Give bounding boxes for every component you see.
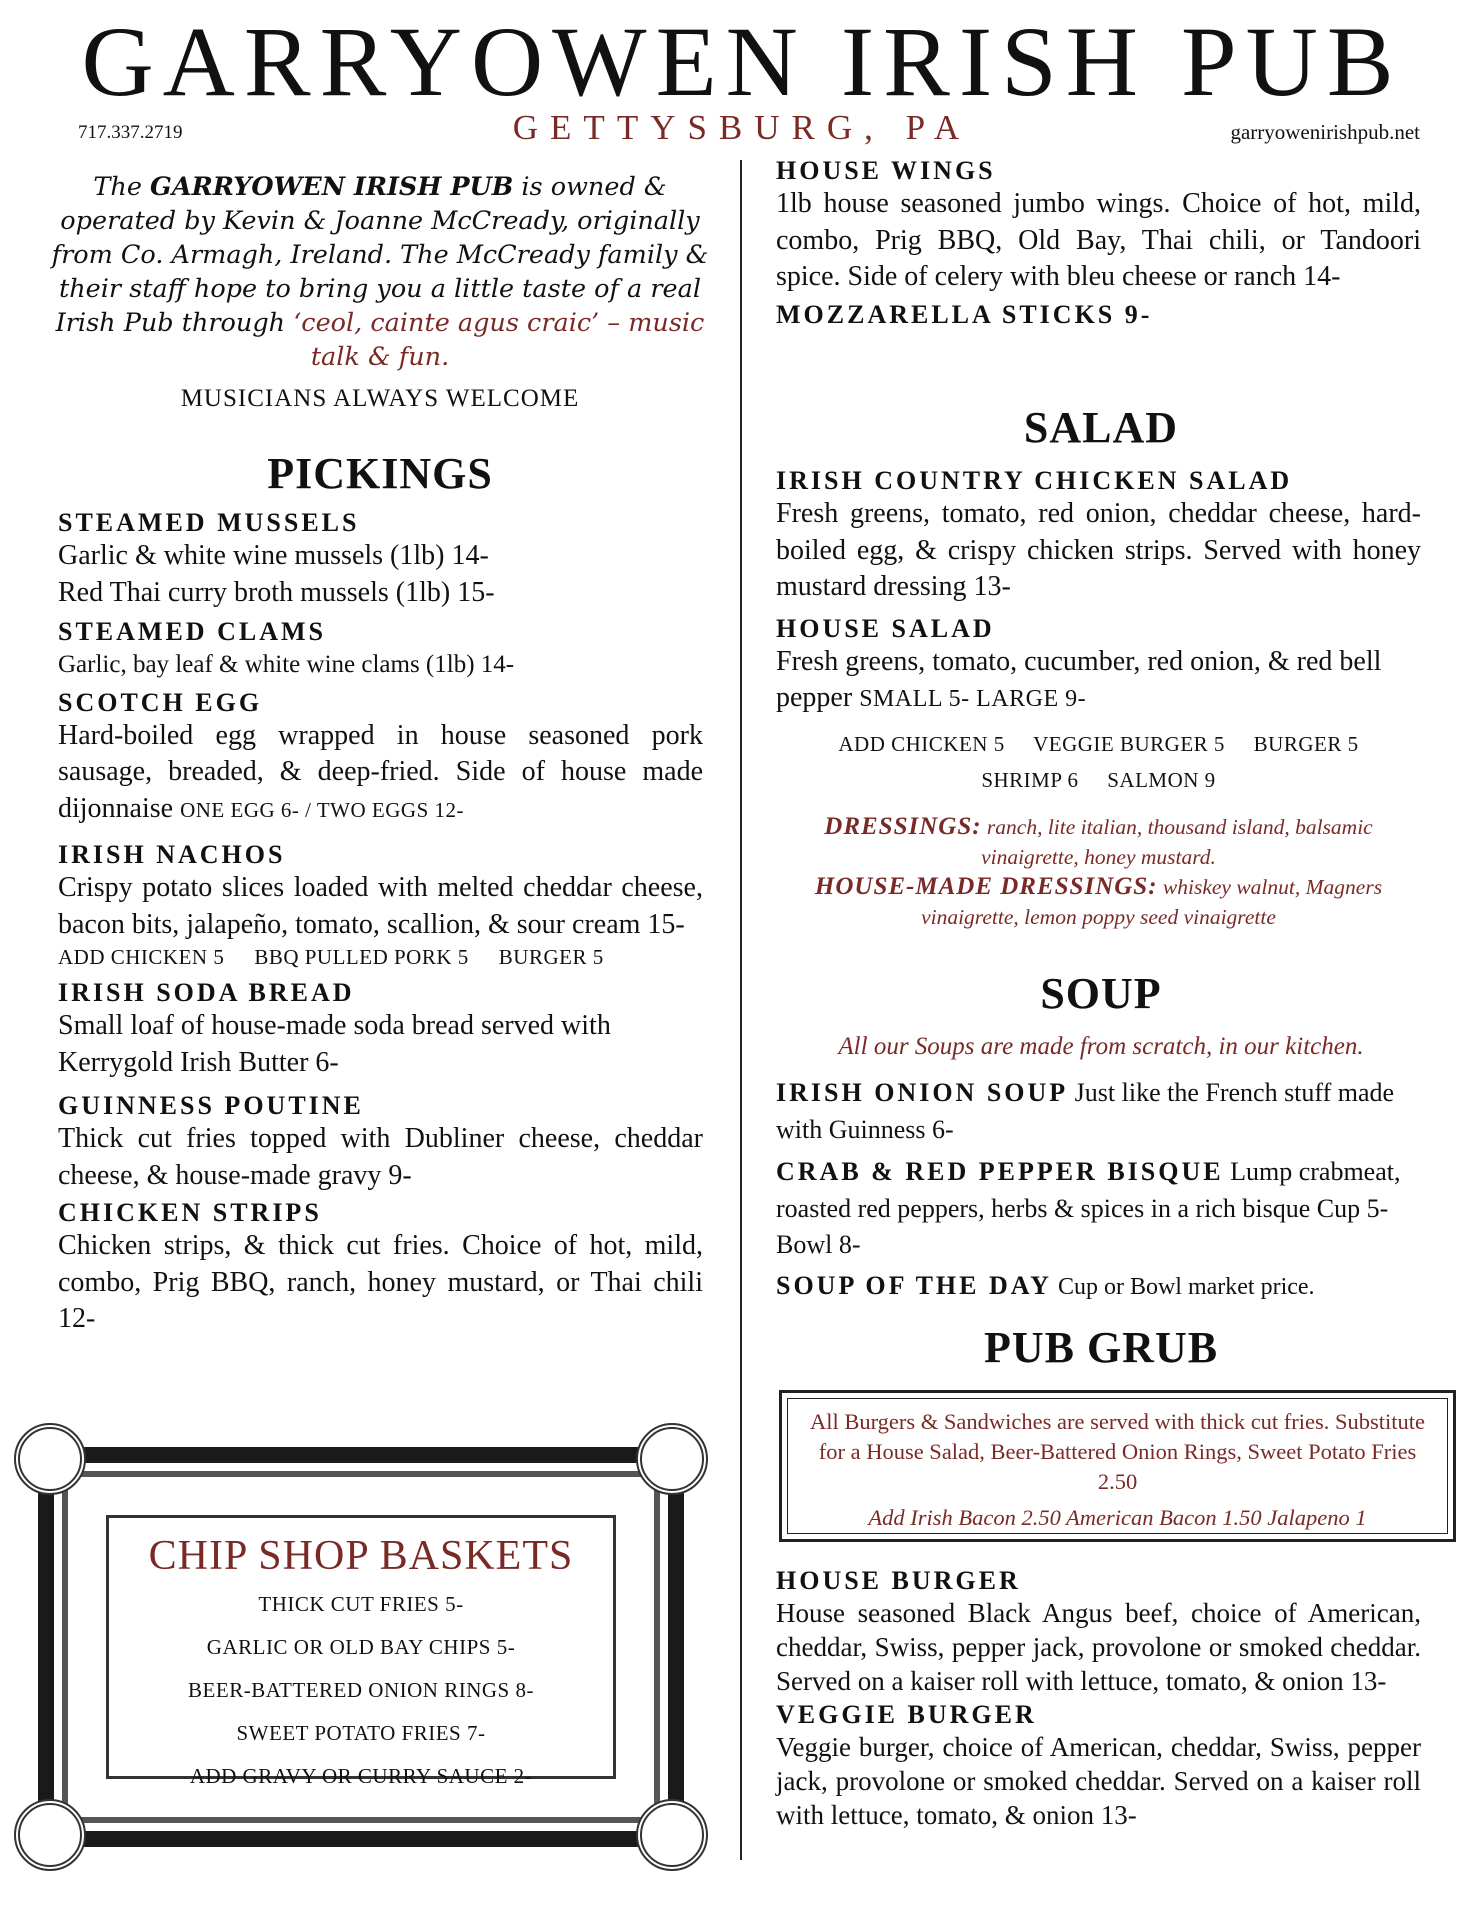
poutine-name: GUINNESS POUTINE [58, 1091, 364, 1120]
house-burger-desc: House seasoned Black Angus beef, choice of American, cheddar, Swiss, pepper jack, provolone or smoked cheddar. Served on a kaiser roll with lettuce, tomato, & onion 13- [776, 1598, 1421, 1696]
chicken-salad-name: IRISH COUNTRY CHICKEN SALAD [776, 466, 1293, 495]
intro-pub-name: GARRYOWEN IRISH PUB [150, 172, 514, 202]
house-salad-text: Fresh greens, tomato, cucumber, red onion, & red bell pepper [776, 645, 1382, 713]
pub-title: GARRYOWEN IRISH PUB [81, 6, 1403, 117]
wings-name: HOUSE WINGS [776, 156, 996, 185]
intro-paragraph [50, 170, 710, 374]
onion-soup [776, 1075, 1426, 1148]
onion-soup-desc: Just like the French stuff made with Guinness 6- [776, 1078, 1395, 1144]
nachos-add-chicken: ADD CHICKEN 5 [58, 945, 225, 969]
house-burger-name: HOUSE BURGER [776, 1566, 1021, 1595]
mussels-line-2: Red Thai curry broth mussels (1lb) 15- [58, 576, 495, 608]
onion-soup-name: IRISH ONION SOUP [776, 1078, 1069, 1107]
chip-shop-panel [106, 1515, 616, 1788]
house-dressings-list: whiskey walnut, Magners vinaigrette, lemon poppy seed vinaigrette [921, 874, 1383, 929]
pickings-section [58, 508, 703, 1338]
soup-title: SOUP [1040, 969, 1162, 1018]
frame-ornament [636, 1799, 708, 1871]
chicken-strips-name: CHICKEN STRIPS [58, 1198, 322, 1227]
veggie-burger-name: VEGGIE BURGER [776, 1700, 1037, 1729]
wings-section [776, 156, 1421, 330]
chip-item: ADD GRAVY OR CURRY SAUCE 2- [189, 1764, 533, 1788]
soup-of-day-name: SOUP OF THE DAY [776, 1270, 1052, 1300]
nachos-desc: Crispy potato slices loaded with melted cheddar cheese, bacon bits, jalapeño, tomato, scallion, & sour cream 15- [58, 872, 703, 940]
column-divider [740, 160, 742, 1860]
mussels-name: STEAMED MUSSELS [58, 508, 360, 537]
frame-ornament [636, 1423, 708, 1495]
soup-note: All our Soups are made from scratch, in our kitchen. [838, 1033, 1364, 1060]
salad-addons [776, 726, 1421, 798]
chicken-strips-desc: Chicken strips, & thick cut fries. Choice of hot, mild, combo, Prig BBQ, ranch, honey mustard, or Thai chili 12- [58, 1230, 703, 1334]
scotch-egg-name: SCOTCH EGG [58, 687, 263, 717]
chip-item: GARLIC OR OLD BAY CHIPS 5- [206, 1635, 516, 1659]
salad-add-salmon: SALMON 9 [1107, 767, 1216, 792]
soup-of-day-desc: Cup or Bowl market price. [1051, 1273, 1315, 1300]
wings-desc: 1lb house seasoned jumbo wings. Choice of hot, mild, combo, Prig BBQ, Old Bay, Thai chili, or Tandoori spice. Side of celery with bleu cheese or ranch 14- [776, 188, 1421, 292]
house-salad-name: HOUSE SALAD [776, 613, 995, 643]
salad-section [776, 466, 1421, 932]
phone-number: 717.337.2719 [78, 122, 183, 143]
pub-grub-box-inner [787, 1398, 1448, 1534]
frame-ornament [14, 1423, 86, 1495]
intro-phrase: ‘ceol, cainte agus craic’ – music talk & fun. [293, 308, 705, 372]
salad-title: SALAD [1023, 403, 1179, 452]
frame-ornament [14, 1799, 86, 1871]
salad-add-burger: BURGER 5 [1253, 731, 1359, 756]
pub-grub-box-adds: Add Irish Bacon 2.50 American Bacon 1.50 Jalapeno 1 [868, 1505, 1367, 1530]
scotch-egg-text: Hard-boiled egg wrapped in house seasoned pork sausage, breaded, & deep-fried. Side of house made dijonnaise [58, 719, 703, 824]
dressings-list: ranch, lite italian, thousand island, balsamic vinaigrette, honey mustard. [981, 814, 1373, 869]
chip-shop-frame [38, 1447, 684, 1847]
chip-item: THICK CUT FRIES 5- [258, 1592, 464, 1616]
soup-of-day [776, 1268, 1426, 1306]
nachos-add-pork: BBQ PULLED PORK 5 [254, 945, 469, 969]
scotch-egg-desc [58, 718, 703, 829]
chip-item: BEER-BATTERED ONION RINGS 8- [188, 1678, 534, 1702]
soda-bread-desc: Small loaf of house-made soda bread served with Kerrygold Irish Butter 6- [58, 1010, 611, 1078]
bisque-name: CRAB & RED PEPPER BISQUE [776, 1157, 1224, 1186]
pub-grub-box-text: All Burgers & Sandwiches are served with thick cut fries. Substitute for a House Salad, Beer-Battered Onion Rings, Sweet Potato Fries 2.50 [809, 1409, 1426, 1494]
website: garryowenirishpub.net [1230, 120, 1420, 144]
pub-grub-box [779, 1390, 1456, 1542]
salad-add-shrimp: SHRIMP 6 [981, 767, 1079, 792]
dressings-note [776, 812, 1421, 932]
bisque-desc: Lump crabmeat, roasted red peppers, herbs & spices in a rich bisque Cup 5- Bowl 8- [776, 1157, 1401, 1259]
chip-shop-title: CHIP SHOP BASKETS [148, 1533, 574, 1579]
pickings-title: PICKINGS [267, 449, 493, 498]
dressings-label: DRESSINGS: [824, 812, 982, 840]
veggie-burger-desc: Veggie burger, choice of American, cheddar, Swiss, pepper jack, provolone or smoked cheddar. Served on a kaiser roll with lettuce, tomato, & onion 13- [776, 1732, 1421, 1830]
poutine-desc: Thick cut fries topped with Dubliner cheese, cheddar cheese, & house-made gravy 9- [58, 1123, 703, 1191]
chicken-salad-desc: Fresh greens, tomato, red onion, cheddar cheese, hard-boiled egg, & crispy chicken strips. Served with honey mustard dressing 13- [776, 498, 1421, 602]
nachos-addons [58, 945, 703, 970]
musicians-welcome: MUSICIANS ALWAYS WELCOME [180, 385, 580, 412]
scotch-egg-price: ONE EGG 6- / TWO EGGS 12- [180, 797, 465, 822]
house-dressings-label: HOUSE-MADE DRESSINGS: [814, 872, 1158, 900]
bisque [776, 1154, 1426, 1264]
clams-line-1: Garlic, bay leaf & white wine clams (1lb) 14- [58, 651, 515, 678]
soup-section [776, 1075, 1426, 1305]
soda-bread-name: IRISH SODA BREAD [58, 978, 355, 1007]
salad-add-veggie-burger: VEGGIE BURGER 5 [1033, 731, 1225, 756]
pub-grub-title: PUB GRUB [983, 1323, 1219, 1372]
house-salad-desc [776, 644, 1421, 718]
burgers-section [776, 1566, 1421, 1832]
house-salad-price: SMALL 5- LARGE 9- [859, 686, 1087, 712]
nachos-add-burger: BURGER 5 [498, 945, 604, 969]
intro-body: is owned & operated by Kevin & Joanne McCready, originally from Co. Armagh, Ireland. The McCready family & their staff hope to bring you a little taste of a real Irish Pub through [51, 172, 709, 338]
mozzarella-sticks: MOZZARELLA STICKS 9- [776, 299, 1153, 329]
nachos-name: IRISH NACHOS [58, 840, 286, 869]
clams-name: STEAMED CLAMS [58, 617, 326, 646]
location: GETTYSBURG, PA [512, 108, 972, 147]
mussels-line-1: Garlic & white wine mussels (1lb) 14- [58, 540, 489, 571]
intro-lead: The [93, 172, 151, 202]
salad-add-chicken: ADD CHICKEN 5 [838, 731, 1005, 756]
chip-item: SWEET POTATO FRIES 7- [236, 1721, 486, 1745]
